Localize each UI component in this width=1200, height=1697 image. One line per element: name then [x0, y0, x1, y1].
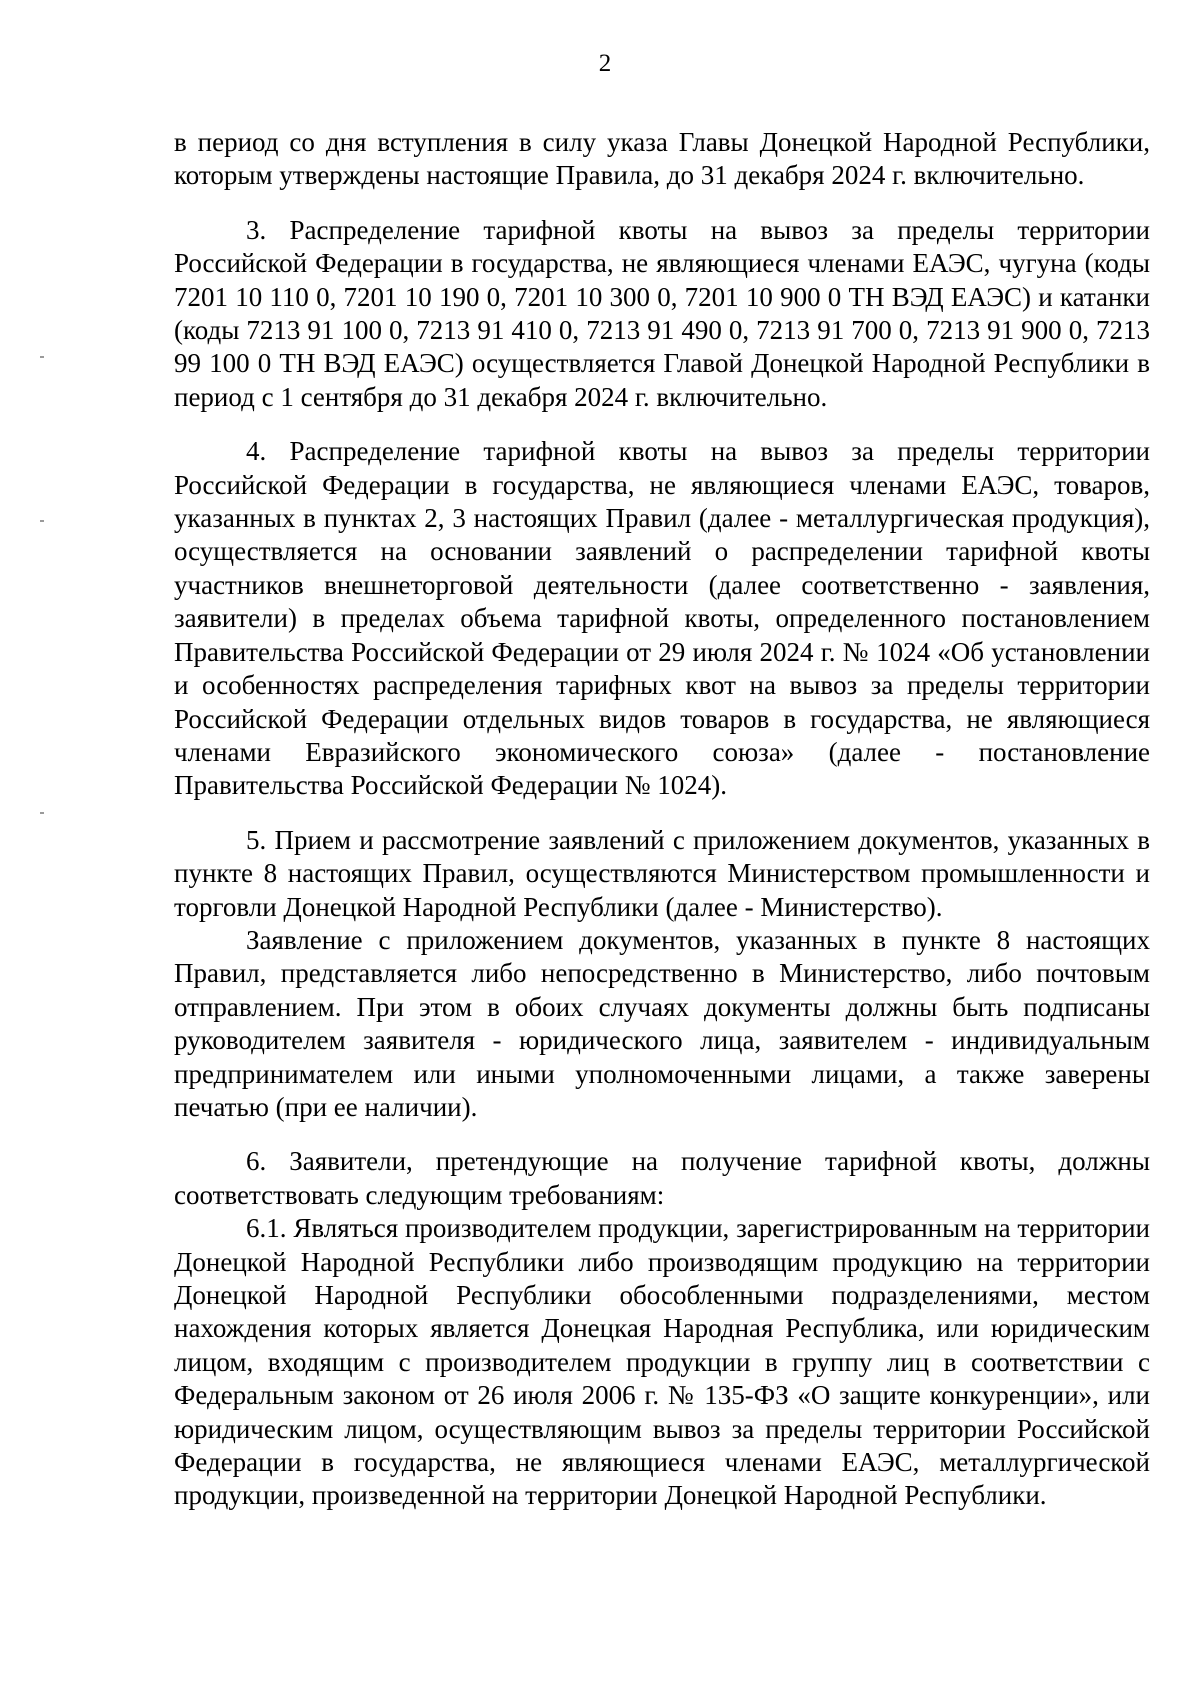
- paragraph-3: 3. Распределение тарифной квоты на вывоз за пределы территории Российской Федерации в государства, не являющиеся членами ЕАЭС, чугуна (коды 7201 10 110 0, 7201 10 190 0, 7201 10 300 0, 7201 10 900 0 ТН ВЭД ЕАЭС) и катанки (коды 7213 91 100 0, 7213 91 410 0, 7213 91 490 0, 7213 91 700 0, 7213 91 900 0, 7213 99 100 0 ТН ВЭД ЕАЭС) осуществляется Главой Донецкой Народной Республики в период с 1 сентября до 31 декабря 2024 г. включительно.: [174, 214, 1150, 412]
- paragraph-4: 4. Распределение тарифной квоты на вывоз за пределы территории Российской Федерации в государства, не являющиеся членами ЕАЭС, товаров, указанных в пунктах 2, 3 настоящих Правил (далее - металлургическая продукция), осуществляется на основании заявлений о распределении тарифной квоты участников внешнеторговой деятельности (далее соответственно - заявления, заявители) в пределах объема тарифной квоты, определенного постановлением Правительства Российской Федерации от 29 июля 2024 г. № 1024 «Об установлении и особенностях распределения тарифных квот на вывоз за пределы территории Российской Федерации отдельных видов товаров в государства, не являющиеся членами Евразийского экономического союза» (далее - постановление Правительства Российской Федерации № 1024).: [174, 436, 1150, 801]
- paragraph-5: 5. Прием и рассмотрение заявлений с приложением документов, указанных в пункте 8 настоящих Правил, осуществляются Министерством промышленности и торговли Донецкой Народной Республики (далее - Министерство).: [174, 824, 1150, 922]
- scan-mark: [40, 812, 44, 814]
- paragraph-5-submission: Заявление с приложением документов, указанных в пункте 8 настоящих Правил, представляется либо непосредственно в Министерство, либо почтовым отправлением. При этом в обоих случаях документы должны быть подписаны руководителем заявителя - юридического лица, заявителем - индивидуальным предпринимателем или иными уполномоченными лицами, а также заверены печатью (при ее наличии).: [174, 924, 1150, 1122]
- scan-mark: [40, 356, 44, 358]
- scan-mark: [40, 520, 44, 522]
- paragraph-continuation: в период со дня вступления в силу указа Главы Донецкой Народной Республики, которым утверждены настоящие Правила, до 31 декабря 2024 г. включительно.: [174, 127, 1150, 191]
- paragraph-6: 6. Заявители, претендующие на получение тарифной квоты, должны соответствовать следующим требованиям:: [174, 1146, 1150, 1210]
- paragraph-6-1: 6.1. Являться производителем продукции, зарегистрированным на территории Донецкой Народной Республики либо производящим продукцию на территории Донецкой Народной Республики обособленными подразделениями, местом нахождения которых является Донецкая Народная Республика, или юридическим лицом, входящим с производителем продукции в группу лиц в соответствии с Федеральным законом от 26 июля 2006 г. № 135-ФЗ «О защите конкуренции», или юридическим лицом, осуществляющим вывоз за пределы территории Российской Федерации в государства, не являющиеся членами ЕАЭС, металлургической продукции, произведенной на территории Донецкой Народной Республики.: [174, 1213, 1150, 1511]
- page-number: 2: [598, 50, 612, 77]
- document-body: [174, 126, 1150, 1513]
